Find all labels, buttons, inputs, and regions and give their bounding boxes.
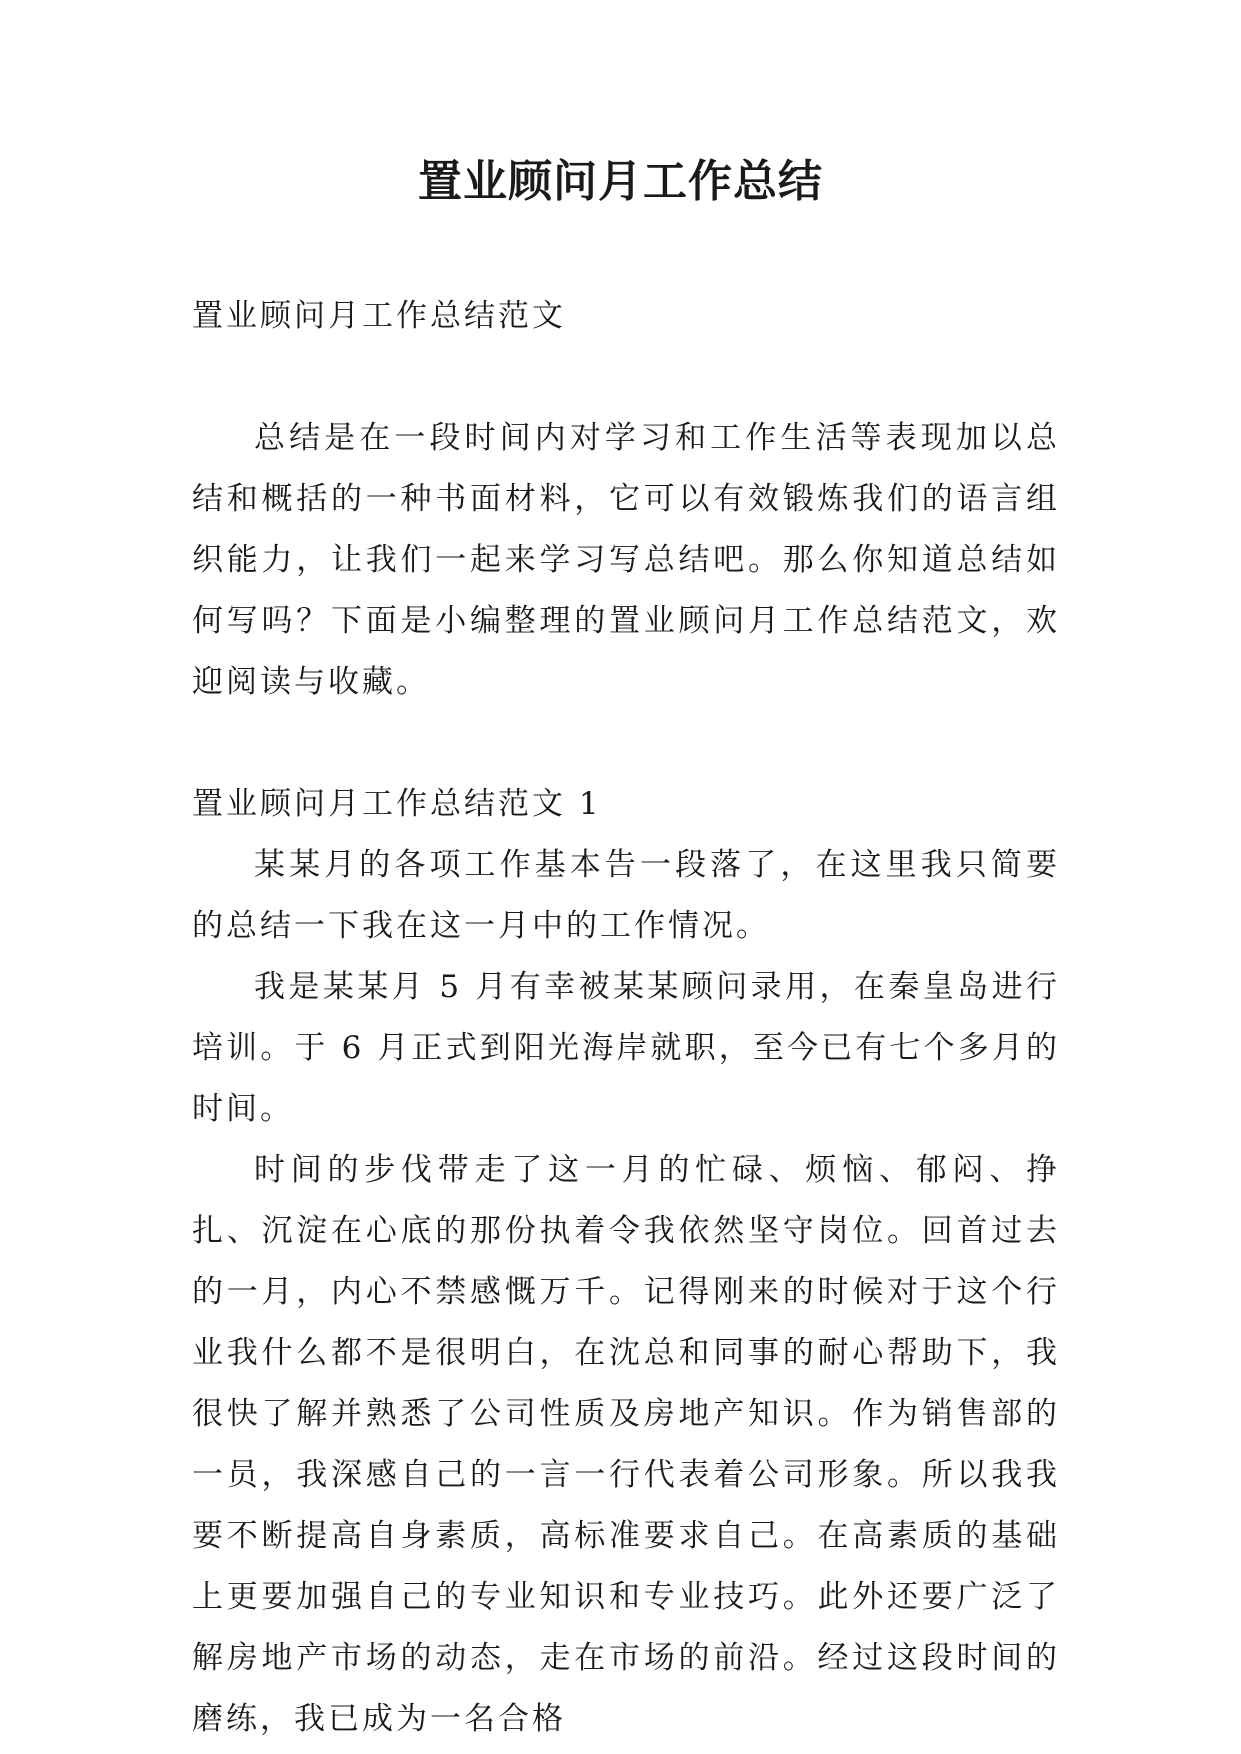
body-paragraph-2: 我是某某月 5 月有幸被某某顾问录用，在秦皇岛进行培训。于 6 月正式到阳光海岸就职，至今已有七个多月的时间。 [192,969,1060,1127]
body-paragraph-3: 时间的步伐带走了这一月的忙碌、烦恼、郁闷、挣扎、沉淀在心底的那份执着令我依然坚守岗位。回首过去的一月，内心不禁感慨万千。记得刚来的时候对于这个行业我什么都不是很明白，在沈总和同事的耐心帮助下，我很快了解并熟悉了公司性质及房地产知识。作为销售部的一员，我深感自己的一言一行代表着公司形象。所以我我要不断提高自身素质，高标准要求自己。在高素质的基础上更要加强自己的专业知识和专业技巧。此外还要广泛了解房地产市场的动态，走在市场的前沿。经过这段时间的磨练，我已成为一名合格 [192,1152,1060,1737]
document-subtitle: 置业顾问月工作总结范文 [192,298,566,334]
document-title: 置业顾问月工作总结 [418,156,823,207]
body-paragraph-1: 某某月的各项工作基本告一段落了，在这里我只简要的总结一下我在这一月中的工作情况。 [192,847,1060,944]
document-body [192,286,1060,1750]
intro-paragraph: 总结是在一段时间内对学习和工作生活等表现加以总结和概括的一种书面材料，它可以有效锻炼我们的语言组织能力，让我们一起来学习写总结吧。那么你知道总结如何写吗？下面是小编整理的置业顾问月工作总结范文，欢迎阅读与收藏。 [192,420,1060,700]
section-heading: 置业顾问月工作总结范文 1 [192,786,602,822]
